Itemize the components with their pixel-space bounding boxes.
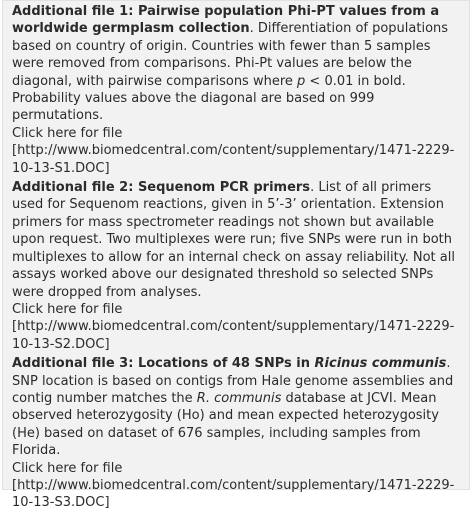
additional-file-3-title: Additional file 3: Locations of 48 SNPs in — [12, 356, 315, 372]
additional-file-3-description-a: . SNP location is based on contigs from Hale genome assemblies and contig number matches the — [12, 356, 454, 406]
additional-file-3-title-italic: Ricinus communis — [314, 356, 447, 372]
additional-file-1-description-italic: p — [297, 73, 306, 89]
additional-file-1-description-b: < 0.01 in bold. Probability values above the diagonal are based on 999 permutations. — [12, 73, 406, 124]
additional-file-3-link-label[interactable]: Click here for file — [12, 460, 123, 476]
additional-file-3 — [12, 355, 463, 512]
additional-file-2-link-url[interactable]: [http://www.biomedcentral.com/content/supplementary/1471-2229-10-13-S2.DOC] — [12, 319, 455, 352]
additional-files-panel — [2, 0, 470, 511]
additional-file-2-description: . List of all primers used for Sequenom reactions, given in 5’-3’ orientation. Extension primers for mass spectrometer readings not shown but available upon request. Two multiplexes were run; five SNPs were run in both multiplexes to allow for an internal check on assay reliability. Not all assays worked above our designated threshold so selected SNPs were dropped from analyses. — [12, 180, 455, 300]
additional-file-2 — [12, 179, 463, 353]
additional-file-3-link-url[interactable]: [http://www.biomedcentral.com/content/supplementary/1471-2229-10-13-S3.DOC] — [12, 477, 455, 511]
additional-file-1-description-a: . Differentiation of populations based on country of origin. Countries with fewer than 5 samples were removed from comparisons. Phi-Pt values are below the diagonal, with pairwise comparisons where — [12, 21, 449, 89]
additional-file-2-title: Additional file 2: Sequenom PCR primers — [12, 180, 311, 196]
additional-file-1-link-url[interactable]: [http://www.biomedcentral.com/content/supplementary/1471-2229-10-13-S1.DOC] — [12, 143, 455, 176]
additional-file-1-link-label[interactable]: Click here for file — [12, 125, 123, 141]
additional-file-3-description-b: database at JCVI. Mean observed heterozygosity (Ho) and mean expected heterozygosity (He) based on dataset of 676 samples, including samples from Florida. — [12, 390, 439, 459]
additional-file-1-title: Additional file 1: Pairwise population Phi-PT values from a worldwide germplasm collection — [12, 4, 440, 37]
additional-file-1 — [12, 3, 463, 177]
additional-file-3-description-italic: R. communis — [196, 390, 282, 406]
additional-file-2-link-label[interactable]: Click here for file — [12, 301, 123, 317]
